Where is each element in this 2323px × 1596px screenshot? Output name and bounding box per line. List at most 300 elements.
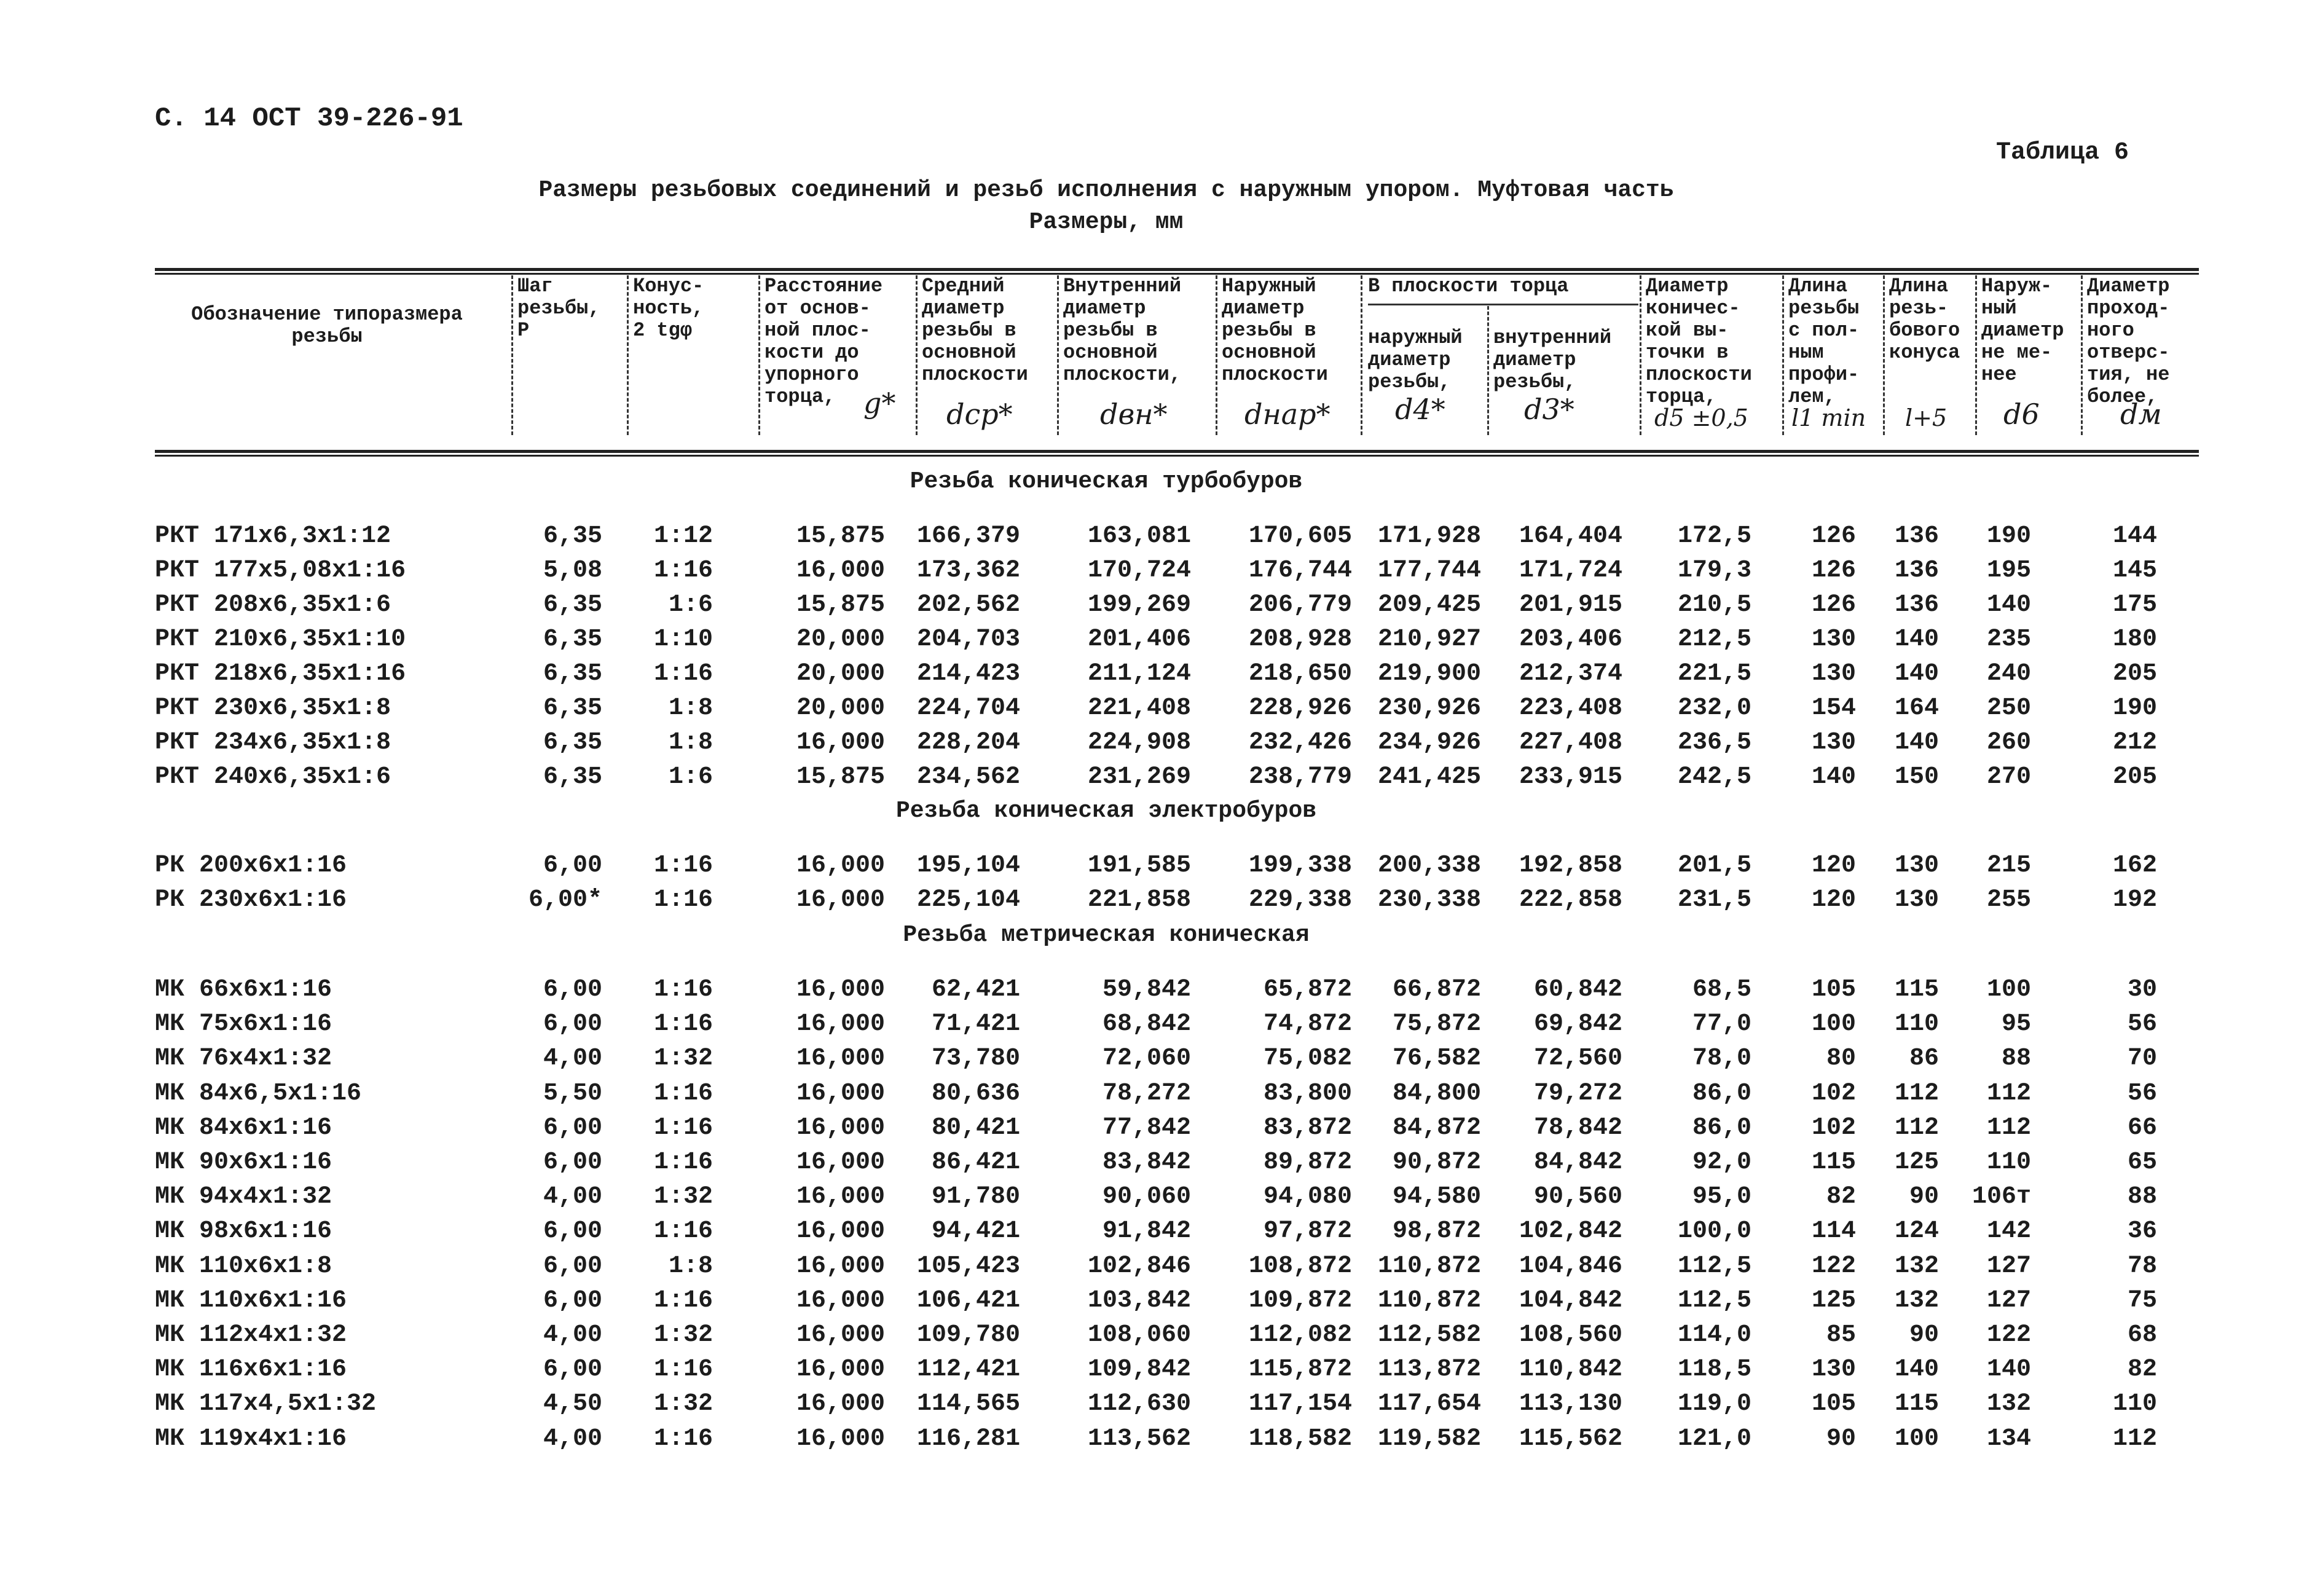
cell-taper: 1:32 — [653, 1390, 713, 1418]
cell-designation: МК 94x4x1:32 — [155, 1183, 332, 1211]
cell-thread-length: 130 — [1811, 660, 1856, 688]
header-col-recess: Диаметр коничес- кой вы- точки в плоскости торца, — [1646, 275, 1752, 408]
cell-recess-diameter: 100,0 — [1677, 1217, 1751, 1246]
cell-external-diameter: 235 — [1986, 626, 2031, 653]
cell-external-diameter: 195 — [1986, 557, 2031, 584]
table-row — [0, 1114, 2323, 1149]
cell-taper: 1:16 — [653, 1217, 713, 1246]
cell-bore-diameter: 56 — [2127, 1079, 2157, 1107]
cell-bore-diameter: 175 — [2112, 591, 2157, 619]
cell-outer-diameter: 218,650 — [1248, 660, 1352, 688]
cell-pitch: 6,35 — [543, 763, 602, 791]
cell-distance: 15,875 — [796, 522, 885, 550]
cell-cone-length: 110 — [1894, 1010, 1939, 1039]
cell-face-outer-diameter: 113,872 — [1377, 1356, 1481, 1384]
table-row — [0, 1010, 2323, 1045]
table-row — [0, 1080, 2323, 1114]
cell-mean-diameter: 225,104 — [916, 886, 1020, 914]
cell-outer-diameter: 232,426 — [1248, 729, 1352, 757]
cell-external-diameter: 112 — [1986, 1114, 2031, 1142]
cell-outer-diameter: 83,872 — [1263, 1114, 1352, 1142]
cell-recess-diameter: 114,0 — [1677, 1321, 1751, 1349]
cell-face-outer-diameter: 84,800 — [1392, 1079, 1481, 1107]
cell-face-outer-diameter: 117,654 — [1377, 1390, 1481, 1418]
cell-thread-length: 102 — [1811, 1079, 1856, 1107]
cell-cone-length: 112 — [1894, 1114, 1939, 1142]
cell-bore-diameter: 30 — [2127, 976, 2157, 1004]
cell-outer-diameter: 112,082 — [1248, 1321, 1352, 1349]
cell-inner-diameter: 191,585 — [1087, 852, 1191, 879]
cell-designation: РКТ 240x6,35x1:6 — [155, 763, 391, 791]
cell-designation: РКТ 210x6,35x1:10 — [155, 626, 406, 653]
cell-taper: 1:16 — [653, 1425, 713, 1453]
cell-pitch: 6,00 — [543, 1149, 602, 1176]
cell-taper: 1:16 — [653, 852, 713, 879]
cell-recess-diameter: 179,3 — [1677, 557, 1751, 584]
cell-designation: МК 75x6x1:16 — [155, 1010, 332, 1039]
cell-pitch: 6,35 — [543, 591, 602, 619]
cell-face-outer-diameter: 234,926 — [1377, 729, 1481, 757]
cell-outer-diameter: 108,872 — [1248, 1252, 1352, 1280]
cell-recess-diameter: 118,5 — [1677, 1356, 1751, 1384]
cell-cone-length: 115 — [1894, 1390, 1939, 1418]
cell-face-outer-diameter: 200,338 — [1377, 852, 1481, 879]
cell-inner-diameter: 231,269 — [1087, 763, 1191, 791]
table-row — [0, 1217, 2323, 1252]
cell-thread-length: 122 — [1811, 1252, 1856, 1280]
cell-distance: 15,875 — [796, 763, 885, 791]
cell-recess-diameter: 86,0 — [1692, 1114, 1751, 1142]
cell-recess-diameter: 112,5 — [1677, 1252, 1751, 1280]
cell-outer-diameter: 199,338 — [1248, 852, 1352, 879]
cell-outer-diameter: 170,605 — [1248, 522, 1352, 550]
cell-designation: РК 200x6x1:16 — [155, 852, 347, 879]
cell-external-diameter: 260 — [1986, 729, 2031, 757]
table-row — [0, 976, 2323, 1010]
cell-outer-diameter: 117,154 — [1248, 1390, 1352, 1418]
cell-cone-length: 100 — [1894, 1425, 1939, 1453]
cell-mean-diameter: 202,562 — [916, 591, 1020, 619]
cell-cone-length: 164 — [1894, 694, 1939, 722]
header-col-outer-symbol: dнар* — [1244, 398, 1331, 431]
cell-thread-length: 82 — [1826, 1183, 1856, 1211]
cell-designation: МК 90x6x1:16 — [155, 1149, 332, 1176]
cell-inner-diameter: 59,842 — [1102, 976, 1191, 1004]
table-row — [0, 852, 2323, 886]
cell-recess-diameter: 92,0 — [1692, 1149, 1751, 1176]
cell-cone-length: 136 — [1894, 522, 1939, 550]
header-col-face-inner: внутренний диаметр резьбы, — [1493, 326, 1612, 393]
cell-distance: 16,000 — [796, 1079, 885, 1107]
cell-cone-length: 130 — [1894, 886, 1939, 914]
cell-bore-diameter: 66 — [2127, 1114, 2157, 1142]
header-col-pitch: Шаг резьбы, Р — [517, 275, 600, 342]
cell-taper: 1:6 — [668, 591, 713, 619]
cell-mean-diameter: 173,362 — [916, 557, 1020, 584]
cell-recess-diameter: 77,0 — [1692, 1010, 1751, 1039]
cell-cone-length: 90 — [1909, 1321, 1939, 1349]
cell-face-inner-diameter: 110,842 — [1519, 1356, 1622, 1384]
cell-external-diameter: 95 — [2001, 1010, 2031, 1039]
cell-thread-length: 126 — [1811, 522, 1856, 550]
cell-inner-diameter: 113,562 — [1087, 1425, 1191, 1453]
cell-inner-diameter: 108,060 — [1087, 1321, 1191, 1349]
cell-face-inner-diameter: 102,842 — [1519, 1217, 1622, 1246]
cell-designation: МК 112x4x1:32 — [155, 1321, 347, 1349]
cell-taper: 1:16 — [653, 976, 713, 1004]
cell-inner-diameter: 163,081 — [1087, 522, 1191, 550]
cell-pitch: 6,35 — [543, 729, 602, 757]
cell-distance: 16,000 — [796, 1390, 885, 1418]
cell-recess-diameter: 68,5 — [1692, 976, 1751, 1004]
cell-taper: 1:16 — [653, 660, 713, 688]
cell-bore-diameter: 82 — [2127, 1356, 2157, 1384]
cell-bore-diameter: 205 — [2112, 660, 2157, 688]
cell-taper: 1:6 — [668, 763, 713, 791]
cell-pitch: 4,00 — [543, 1425, 602, 1453]
cell-face-outer-diameter: 210,927 — [1377, 626, 1481, 653]
cell-face-inner-diameter: 233,915 — [1519, 763, 1622, 791]
cell-thread-length: 114 — [1811, 1217, 1856, 1246]
cell-recess-diameter: 112,5 — [1677, 1286, 1751, 1315]
cell-thread-length: 120 — [1811, 852, 1856, 879]
cell-designation: РКТ 218x6,35x1:16 — [155, 660, 406, 688]
cell-designation: МК 116x6x1:16 — [155, 1356, 347, 1384]
cell-face-outer-diameter: 219,900 — [1377, 660, 1481, 688]
cell-external-diameter: 142 — [1986, 1217, 2031, 1246]
cell-thread-length: 130 — [1811, 1356, 1856, 1384]
cell-pitch: 4,00 — [543, 1183, 602, 1211]
cell-external-diameter: 122 — [1986, 1321, 2031, 1349]
cell-pitch: 6,00 — [543, 1114, 602, 1142]
cell-distance: 16,000 — [796, 976, 885, 1004]
header-col-taper: Конус- ность, 2 tgφ — [633, 275, 704, 342]
cell-face-inner-diameter: 192,858 — [1519, 852, 1622, 879]
cell-external-diameter: 127 — [1986, 1286, 2031, 1315]
table-row — [0, 557, 2323, 591]
cell-taper: 1:8 — [668, 729, 713, 757]
cell-thread-length: 130 — [1811, 729, 1856, 757]
cell-distance: 16,000 — [796, 852, 885, 879]
cell-pitch: 6,00 — [543, 1217, 602, 1246]
page-reference: С. 14 ОСТ 39-226-91 — [155, 103, 463, 134]
cell-taper: 1:8 — [668, 694, 713, 722]
cell-thread-length: 85 — [1826, 1321, 1856, 1349]
cell-external-diameter: 250 — [1986, 694, 2031, 722]
cell-taper: 1:32 — [653, 1321, 713, 1349]
cell-thread-length: 126 — [1811, 591, 1856, 619]
cell-mean-diameter: 109,780 — [916, 1321, 1020, 1349]
table-row — [0, 1356, 2323, 1390]
cell-distance: 16,000 — [796, 1045, 885, 1073]
cell-recess-diameter: 119,0 — [1677, 1390, 1751, 1418]
header-bottom-rule — [155, 450, 2199, 453]
cell-designation: МК 76x4x1:32 — [155, 1045, 332, 1073]
cell-face-inner-diameter: 212,374 — [1519, 660, 1622, 688]
cell-external-diameter: 190 — [1986, 522, 2031, 550]
cell-taper: 1:32 — [653, 1045, 713, 1073]
cell-mean-diameter: 114,565 — [916, 1390, 1020, 1418]
cell-recess-diameter: 201,5 — [1677, 852, 1751, 879]
cell-recess-diameter: 231,5 — [1677, 886, 1751, 914]
cell-mean-diameter: 204,703 — [916, 626, 1020, 653]
cell-face-inner-diameter: 104,846 — [1519, 1252, 1622, 1280]
cell-external-diameter: 240 — [1986, 660, 2031, 688]
cell-taper: 1:16 — [653, 1286, 713, 1315]
cell-recess-diameter: 121,0 — [1677, 1425, 1751, 1453]
cell-face-outer-diameter: 98,872 — [1392, 1217, 1481, 1246]
cell-face-outer-diameter: 75,872 — [1392, 1010, 1481, 1039]
cell-recess-diameter: 172,5 — [1677, 522, 1751, 550]
header-col-name: Обозначение типоразмера резьбы — [191, 303, 463, 348]
header-col-bore-symbol: dм — [2120, 398, 2162, 431]
cell-face-outer-diameter: 230,338 — [1377, 886, 1481, 914]
header-col-mean: Средний диаметр резьбы в основной плоскости — [922, 275, 1028, 386]
cell-distance: 16,000 — [796, 1321, 885, 1349]
cell-bore-diameter: 75 — [2127, 1286, 2157, 1315]
cell-cone-length: 136 — [1894, 557, 1939, 584]
cell-external-diameter: 140 — [1986, 1356, 2031, 1384]
cell-bore-diameter: 162 — [2112, 852, 2157, 879]
cell-pitch: 6,00 — [543, 1356, 602, 1384]
cell-face-inner-diameter: 223,408 — [1519, 694, 1622, 722]
cell-face-outer-diameter: 112,582 — [1377, 1321, 1481, 1349]
cell-bore-diameter: 212 — [2112, 729, 2157, 757]
cell-pitch: 6,00 — [543, 1252, 602, 1280]
cell-thread-length: 90 — [1826, 1425, 1856, 1453]
cell-bore-diameter: 144 — [2112, 522, 2157, 550]
section-title: Резьба коническая электробуров — [895, 798, 1317, 824]
cell-cone-length: 140 — [1894, 729, 1939, 757]
cell-face-inner-diameter: 79,272 — [1533, 1079, 1622, 1107]
table-row — [0, 626, 2323, 660]
cell-designation: РКТ 208x6,35x1:6 — [155, 591, 391, 619]
cell-bore-diameter: 192 — [2112, 886, 2157, 914]
cell-thread-length: 115 — [1811, 1149, 1856, 1176]
cell-designation: МК 84x6x1:16 — [155, 1114, 332, 1142]
cell-mean-diameter: 91,780 — [931, 1183, 1020, 1211]
cell-face-outer-diameter: 119,582 — [1377, 1425, 1481, 1453]
cell-outer-diameter: 115,872 — [1248, 1356, 1352, 1384]
header-col-inner-symbol: dвн* — [1100, 398, 1168, 431]
cell-bore-diameter: 70 — [2127, 1045, 2157, 1073]
table-row — [0, 1425, 2323, 1460]
cell-external-diameter: 100 — [1986, 976, 2031, 1004]
cell-inner-diameter: 201,406 — [1087, 626, 1191, 653]
header-col-cone-len: Длина резь- бового конуса — [1889, 275, 1960, 364]
cell-outer-diameter: 97,872 — [1263, 1217, 1352, 1246]
cell-face-outer-diameter: 171,928 — [1377, 522, 1481, 550]
cell-external-diameter: 134 — [1986, 1425, 2031, 1453]
table-row — [0, 1321, 2323, 1356]
header-col-thread-len: Длина резьбы с пол- ным профи- лем, — [1788, 275, 1860, 408]
cell-inner-diameter: 91,842 — [1102, 1217, 1191, 1246]
cell-inner-diameter: 68,842 — [1102, 1010, 1191, 1039]
cell-thread-length: 105 — [1811, 1390, 1856, 1418]
cell-designation: МК 119x4x1:16 — [155, 1425, 347, 1453]
cell-face-inner-diameter: 164,404 — [1519, 522, 1622, 550]
cell-inner-diameter: 221,858 — [1087, 886, 1191, 914]
cell-recess-diameter: 95,0 — [1692, 1183, 1751, 1211]
cell-face-inner-diameter: 72,560 — [1533, 1045, 1622, 1073]
cell-cone-length: 86 — [1909, 1045, 1939, 1073]
cell-face-inner-diameter: 115,562 — [1519, 1425, 1622, 1453]
cell-distance: 16,000 — [796, 729, 885, 757]
header-col-thread-len-symbol: l1 min — [1791, 404, 1866, 431]
cell-thread-length: 120 — [1811, 886, 1856, 914]
cell-pitch: 6,00 — [543, 852, 602, 879]
cell-outer-diameter: 89,872 — [1263, 1149, 1352, 1176]
cell-designation: РК 230x6x1:16 — [155, 886, 347, 914]
cell-face-inner-diameter: 222,858 — [1519, 886, 1622, 914]
cell-cone-length: 132 — [1894, 1286, 1939, 1315]
cell-bore-diameter: 88 — [2127, 1183, 2157, 1211]
cell-inner-diameter: 221,408 — [1087, 694, 1191, 722]
cell-thread-length: 130 — [1811, 626, 1856, 653]
header-col-face-inner-symbol: d3* — [1524, 393, 1574, 426]
cell-cone-length: 150 — [1894, 763, 1939, 791]
cell-bore-diameter: 110 — [2112, 1390, 2157, 1418]
header-col-face-group: В плоскости торца — [1368, 275, 1569, 297]
cell-distance: 16,000 — [796, 1356, 885, 1384]
cell-external-diameter: 215 — [1986, 852, 2031, 879]
cell-outer-diameter: 206,779 — [1248, 591, 1352, 619]
cell-recess-diameter: 78,0 — [1692, 1045, 1751, 1073]
cell-mean-diameter: 228,204 — [916, 729, 1020, 757]
cell-inner-diameter: 109,842 — [1087, 1356, 1191, 1384]
table-row — [0, 660, 2323, 694]
cell-pitch: 4,00 — [543, 1321, 602, 1349]
cell-distance: 16,000 — [796, 1217, 885, 1246]
table-row — [0, 886, 2323, 921]
cell-external-diameter: 132 — [1986, 1390, 2031, 1418]
cell-bore-diameter: 65 — [2127, 1149, 2157, 1176]
cell-cone-length: 124 — [1894, 1217, 1939, 1246]
cell-inner-diameter: 224,908 — [1087, 729, 1191, 757]
cell-outer-diameter: 229,338 — [1248, 886, 1352, 914]
cell-mean-diameter: 224,704 — [916, 694, 1020, 722]
cell-mean-diameter: 73,780 — [931, 1045, 1020, 1073]
cell-mean-diameter: 71,421 — [931, 1010, 1020, 1039]
cell-thread-length: 140 — [1811, 763, 1856, 791]
cell-designation: МК 110x6x1:8 — [155, 1252, 332, 1280]
cell-external-diameter: 112 — [1986, 1079, 2031, 1107]
cell-distance: 15,875 — [796, 591, 885, 619]
cell-recess-diameter: 242,5 — [1677, 763, 1751, 791]
cell-inner-diameter: 102,846 — [1087, 1252, 1191, 1280]
cell-pitch: 6,00 — [543, 1010, 602, 1039]
cell-inner-diameter: 199,269 — [1087, 591, 1191, 619]
header-col-ext-symbol: d6 — [2003, 398, 2040, 431]
cell-inner-diameter: 112,630 — [1087, 1390, 1191, 1418]
cell-inner-diameter: 77,842 — [1102, 1114, 1191, 1142]
header-top-rule — [155, 268, 2199, 271]
cell-inner-diameter: 90,060 — [1102, 1183, 1191, 1211]
cell-external-diameter: 127 — [1986, 1252, 2031, 1280]
cell-designation: МК 66x6x1:16 — [155, 976, 332, 1004]
cell-mean-diameter: 105,423 — [916, 1252, 1020, 1280]
table-row — [0, 729, 2323, 763]
cell-distance: 20,000 — [796, 626, 885, 653]
cell-designation: МК 117x4,5x1:32 — [155, 1390, 377, 1418]
cell-face-inner-diameter: 78,842 — [1533, 1114, 1622, 1142]
cell-designation: РКТ 234x6,35x1:8 — [155, 729, 391, 757]
cell-face-outer-diameter: 94,580 — [1392, 1183, 1481, 1211]
cell-outer-diameter: 176,744 — [1248, 557, 1352, 584]
header-col-face-outer: наружный диаметр резьбы, — [1368, 326, 1463, 393]
cell-external-diameter: 255 — [1986, 886, 2031, 914]
cell-pitch: 6,35 — [543, 660, 602, 688]
cell-face-outer-diameter: 110,872 — [1377, 1286, 1481, 1315]
cell-outer-diameter: 94,080 — [1263, 1183, 1352, 1211]
cell-external-diameter: 140 — [1986, 591, 2031, 619]
cell-face-inner-diameter: 113,130 — [1519, 1390, 1622, 1418]
cell-outer-diameter: 65,872 — [1263, 976, 1352, 1004]
cell-cone-length: 132 — [1894, 1252, 1939, 1280]
cell-taper: 1:10 — [653, 626, 713, 653]
cell-outer-diameter: 118,582 — [1248, 1425, 1352, 1453]
cell-recess-diameter: 86,0 — [1692, 1079, 1751, 1107]
cell-face-outer-diameter: 209,425 — [1377, 591, 1481, 619]
cell-inner-diameter: 103,842 — [1087, 1286, 1191, 1315]
cell-taper: 1:16 — [653, 886, 713, 914]
cell-bore-diameter: 145 — [2112, 557, 2157, 584]
header-col-cone-len-symbol: l+5 — [1905, 404, 1948, 431]
cell-face-outer-diameter: 241,425 — [1377, 763, 1481, 791]
cell-taper: 1:16 — [653, 557, 713, 584]
cell-face-inner-diameter: 60,842 — [1533, 976, 1622, 1004]
cell-distance: 16,000 — [796, 1114, 885, 1142]
cell-mean-diameter: 86,421 — [931, 1149, 1020, 1176]
cell-thread-length: 125 — [1811, 1286, 1856, 1315]
cell-inner-diameter: 170,724 — [1087, 557, 1191, 584]
cell-external-diameter: 110 — [1986, 1149, 2031, 1176]
table-label: Таблица 6 — [1995, 139, 2129, 167]
header-bottom-rule-2 — [155, 455, 2199, 457]
header-col-dist: Расстояние от основ- ной плос- кости до упорного торца, — [765, 275, 883, 408]
table-row — [0, 1252, 2323, 1287]
cell-cone-length: 130 — [1894, 852, 1939, 879]
cell-bore-diameter: 112 — [2112, 1425, 2157, 1453]
cell-bore-diameter: 180 — [2112, 626, 2157, 653]
cell-inner-diameter: 72,060 — [1102, 1045, 1191, 1073]
cell-inner-diameter: 211,124 — [1087, 660, 1191, 688]
cell-external-diameter: 88 — [2001, 1045, 2031, 1073]
cell-distance: 20,000 — [796, 660, 885, 688]
cell-thread-length: 126 — [1811, 557, 1856, 584]
table-row — [0, 1045, 2323, 1079]
cell-pitch: 5,50 — [543, 1079, 602, 1107]
table-row — [0, 1183, 2323, 1217]
cell-outer-diameter: 109,872 — [1248, 1286, 1352, 1315]
cell-thread-length: 102 — [1811, 1114, 1856, 1142]
cell-cone-length: 90 — [1909, 1183, 1939, 1211]
cell-bore-diameter: 36 — [2127, 1217, 2157, 1246]
cell-cone-length: 140 — [1894, 660, 1939, 688]
header-col-inner: Внутренний диаметр резьбы в основной плоскости, — [1063, 275, 1182, 386]
cell-distance: 16,000 — [796, 1425, 885, 1453]
table-row — [0, 763, 2323, 798]
header-col-bore: Диаметр проход- ного отверс- тия, не более, — [2087, 275, 2170, 408]
table-row — [0, 1149, 2323, 1183]
cell-face-outer-diameter: 230,926 — [1377, 694, 1481, 722]
cell-mean-diameter: 214,423 — [916, 660, 1020, 688]
cell-distance: 16,000 — [796, 1183, 885, 1211]
cell-face-inner-diameter: 84,842 — [1533, 1149, 1622, 1176]
cell-thread-length: 154 — [1811, 694, 1856, 722]
cell-bore-diameter: 190 — [2112, 694, 2157, 722]
cell-designation: РКТ 230x6,35x1:8 — [155, 694, 391, 722]
